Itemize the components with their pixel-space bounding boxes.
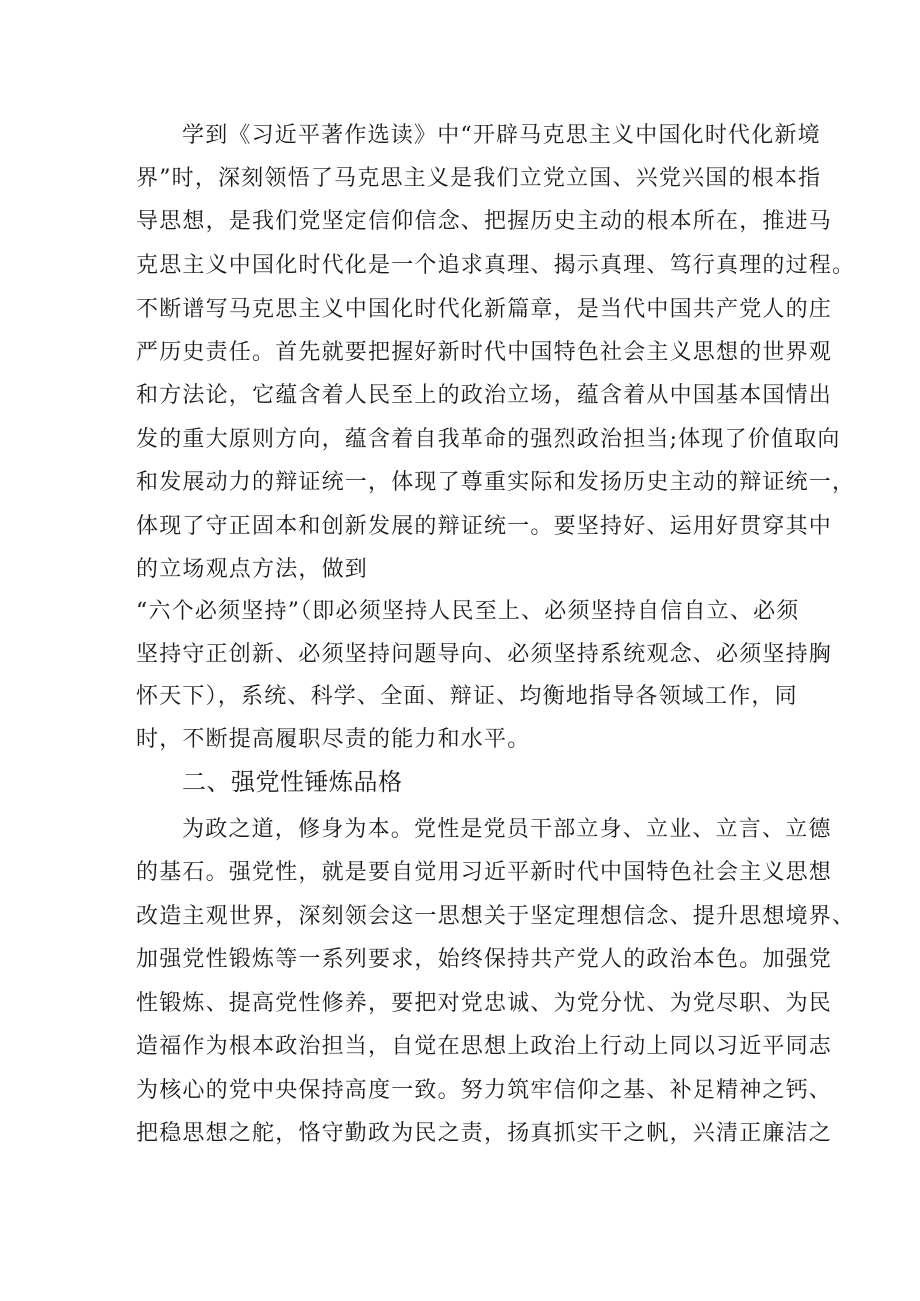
paragraph-1-line: 的立场观点方法，做到	[136, 557, 369, 582]
paragraph-2-line: 为核心的党中央保持高度一致。努力筑牢信仰之基、补足精神之钙、	[136, 1078, 833, 1103]
paragraph-2-line: 性锻炼、提高党性修养，要把对党忠诚、为党分忧、为党尽职、为民	[136, 991, 833, 1016]
paragraph-2-line: 为政之道，修身为本。党性是党员干部立身、立业、立言、立德	[182, 817, 832, 842]
paragraph-2-line: 改造主观世界，深刻领会这一思想关于坚定理想信念、提升思想境界、	[136, 904, 856, 929]
paragraph-2-line: 把稳思想之舵，恪守勤政为民之责，扬真抓实干之帆，兴清正廉洁之	[136, 1121, 833, 1146]
paragraph-1-line: 体现了守正固本和创新发展的辩证统一。要坚持好、运用好贯穿其中	[136, 514, 833, 539]
section-heading: 二、强党性锤炼品格	[182, 768, 403, 796]
paragraph-1-line: 不断谱写马克思主义中国化时代化新篇章，是当代中国共产党人的庄	[136, 297, 833, 322]
paragraph-1-line: 和发展动力的辩证统一，体现了尊重实际和发扬历史主动的辩证统一，	[136, 470, 856, 495]
paragraph-2-line: 的基石。强党性，就是要自觉用习近平新时代中国特色社会主义思想	[136, 860, 833, 885]
paragraph-1-line: 坚持守正创新、必须坚持问题导向、必须坚持系统观念、必须坚持胸	[136, 642, 833, 667]
paragraph-1-line: 发的重大原则方向，蕴含着自我革命的强烈政治担当;体现了价值取向	[136, 427, 841, 452]
paragraph-1-line: 怀天下），系统、科学、全面、辩证、均衡地指导各领域工作，同	[136, 684, 798, 709]
paragraph-1-line: 严历史责任。首先就要把握好新时代中国特色社会主义思想的世界观	[136, 340, 833, 365]
paragraph-1-line: “六个必须坚持”（即必须坚持人民至上、必须坚持自信自立、必须	[136, 599, 800, 624]
paragraph-1-line: 导思想，是我们党坚定信仰信念、把握历史主动的根本所在，推进马	[136, 209, 833, 234]
paragraph-1-line: 界”时，深刻领悟了马克思主义是我们立党立国、兴党兴国的根本指	[136, 166, 822, 191]
paragraph-1-line: 和方法论，它蕴含着人民至上的政治立场，蕴含着从中国基本国情出	[136, 383, 833, 408]
paragraph-2-line: 加强党性锻炼等一系列要求，始终保持共产党人的政治本色。加强党	[136, 947, 833, 972]
paragraph-1-line: 学到《习近平著作选读》中“开辟马克思主义中国化时代化新境	[182, 123, 821, 148]
paragraph-2-line: 造福作为根本政治担当，自觉在思想上政治上行动上同以习近平同志	[136, 1034, 833, 1059]
paragraph-1-line: 时，不断提高履职尽责的能力和水平。	[136, 727, 531, 752]
paragraph-1-line: 克思主义中国化时代化是一个追求真理、揭示真理、笃行真理的过程。	[136, 253, 856, 278]
